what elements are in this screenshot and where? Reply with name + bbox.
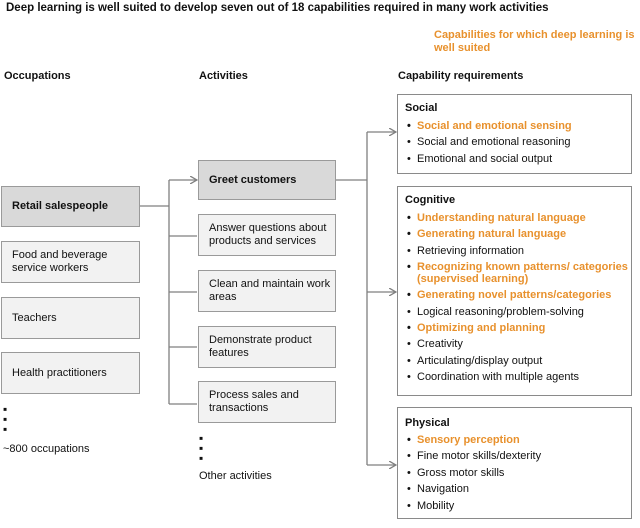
capability-item: • Social and emotional sensing xyxy=(407,118,572,134)
activity-demonstrate-product[interactable]: Demonstrate product features xyxy=(198,326,336,368)
capability-item: • Creativity xyxy=(407,336,631,352)
capability-item: • Fine motor skills/dexterity xyxy=(407,448,541,464)
occupation-health-practitioners[interactable]: Health practitioners xyxy=(1,352,140,394)
capability-item: • Navigation xyxy=(407,481,541,497)
occupation-food-beverage[interactable]: Food and beverage service workers xyxy=(1,241,140,283)
column-header-occupations: Occupations xyxy=(4,70,71,82)
capability-item: • Understanding natural language xyxy=(407,210,631,226)
capability-item: • Retrieving information xyxy=(407,243,631,259)
occupations-ellipsis: ▪ ▪ ▪ xyxy=(3,402,8,436)
capability-group-physical xyxy=(397,407,632,519)
column-header-capabilities: Capability requirements xyxy=(398,70,524,82)
capability-item: • Generating natural language xyxy=(407,226,631,242)
capability-item: • Social and emotional reasoning xyxy=(407,134,572,150)
capability-item: • Gross motor skills xyxy=(407,465,541,481)
capability-title-social: Social xyxy=(405,102,438,114)
capability-list-cognitive xyxy=(407,210,631,386)
column-header-activities: Activities xyxy=(199,70,248,82)
diagram-title: Deep learning is well suited to develop seven out of 18 capabilities required in many work activities xyxy=(6,2,549,14)
occupations-more: ~800 occupations xyxy=(3,443,90,455)
activity-greet-customers[interactable]: Greet customers xyxy=(198,160,336,200)
capability-item: • Logical reasoning/problem-solving xyxy=(407,304,631,320)
capability-title-cognitive: Cognitive xyxy=(405,194,456,206)
activity-clean-maintain[interactable]: Clean and maintain work areas xyxy=(198,270,336,312)
legend-note: Capabilities for which deep learning is well suited xyxy=(434,29,635,54)
activity-process-sales[interactable]: Process sales and transactions xyxy=(198,381,336,423)
occupation-teachers[interactable]: Teachers xyxy=(1,297,140,339)
capability-list-social xyxy=(407,118,572,167)
activities-more: Other activities xyxy=(199,470,272,482)
capability-item: • Generating novel patterns/categories xyxy=(407,287,631,303)
capability-item: • Sensory perception xyxy=(407,432,541,448)
occupation-retail-salespeople[interactable]: Retail salespeople xyxy=(1,186,140,227)
capability-item: • Emotional and social output xyxy=(407,151,572,167)
capability-item: • Optimizing and planning xyxy=(407,320,631,336)
activities-ellipsis: ▪ ▪ ▪ xyxy=(199,431,204,465)
capability-group-cognitive xyxy=(397,186,632,396)
capability-item: • Recognizing known patterns/ categories (supervised learning) xyxy=(407,261,631,285)
capability-item: • Mobility xyxy=(407,498,541,514)
capability-group-social xyxy=(397,94,632,174)
activity-answer-questions[interactable]: Answer questions about products and services xyxy=(198,214,336,256)
capability-title-physical: Physical xyxy=(405,417,450,429)
capability-item: • Articulating/display output xyxy=(407,353,631,369)
capability-item: • Coordination with multiple agents xyxy=(407,369,631,385)
capability-list-physical xyxy=(407,432,541,514)
